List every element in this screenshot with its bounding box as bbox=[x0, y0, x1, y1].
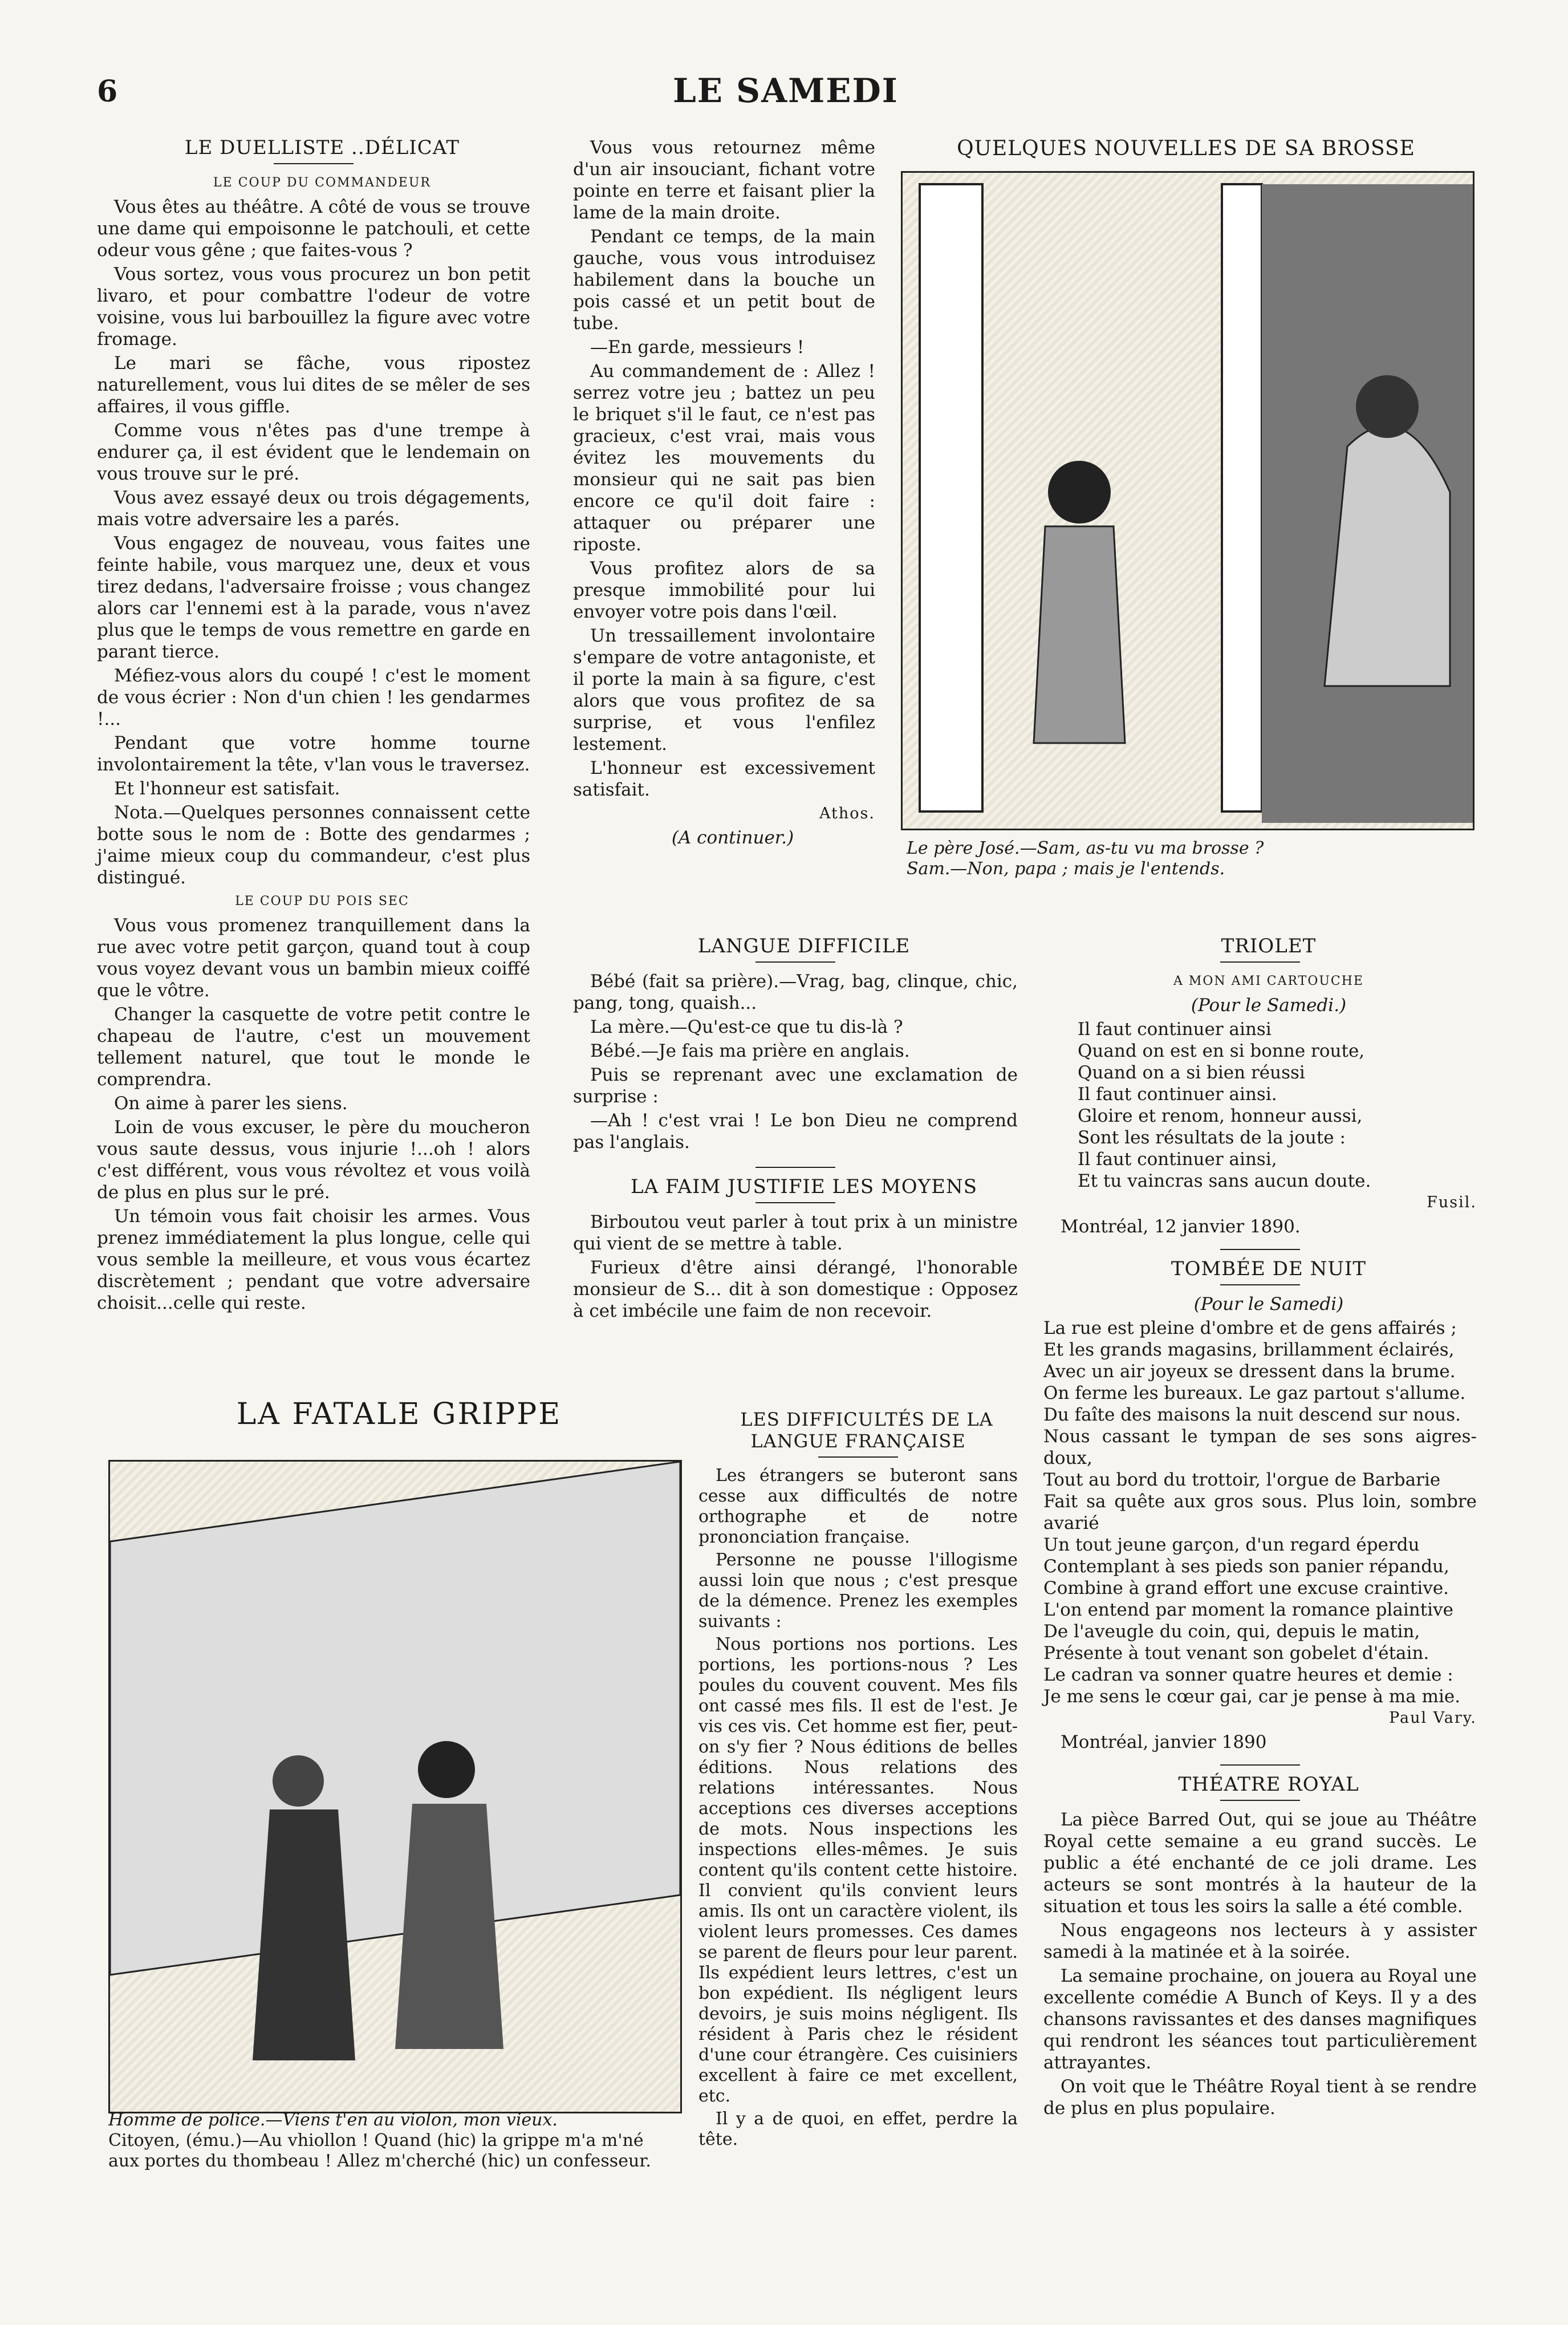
paragraph: Comme vous n'êtes pas d'une trempe à endurer ça, il est évident que le lendemain on vous trouve sur le pré. bbox=[97, 420, 530, 484]
dateline: Montréal, 12 janvier 1890. bbox=[1061, 1216, 1301, 1237]
poem-line: La rue est pleine d'ombre et de gens affairés ; bbox=[1043, 1318, 1457, 1338]
paragraph: Le mari se fâche, vous ripostez naturellement, vous lui dites de se mêler de ses affaires, il vous giffle. bbox=[97, 353, 530, 417]
poem-line: On ferme les bureaux. Le gaz partout s'allume. bbox=[1043, 1383, 1466, 1403]
paragraph: Furieux d'être ainsi dérangé, l'honorable monsieur de S... dit à son domestique : Opposez à cet imbécile une faim de non recevoir. bbox=[573, 1257, 1018, 1321]
poem-line: Et tu vaincras sans aucun doute. bbox=[1078, 1171, 1371, 1191]
masthead: LE SAMEDI bbox=[673, 71, 899, 110]
paragraph: On aime à parer les siens. bbox=[114, 1093, 348, 1114]
brosse-caption bbox=[907, 838, 1477, 879]
paragraph: Vous sortez, vous vous procurez un bon petit livaro, et pour combattre l'odeur de votre voisine, vous lui barbouillez la figure avec votre fromage. bbox=[97, 264, 530, 350]
paragraph: Personne ne pousse l'illogisme aussi loin que nous ; c'est presque de la démence. Prenez les exemples suivants : bbox=[698, 1550, 1018, 1632]
poem-line: Du faîte des maisons la nuit descend sur nous. bbox=[1043, 1405, 1461, 1425]
article-title: LANGUE DIFFICILE bbox=[697, 935, 911, 957]
article-duelliste bbox=[97, 137, 530, 1316]
poem-line: Quand on a si bien réussi bbox=[1078, 1062, 1305, 1083]
paragraph: La semaine prochaine, on jouera au Royal une excellente comédie A Bunch of Keys. Il y a des chansons ravissantes et des danses magnifiques qui rendront les séances tout particulièrement attrayantes. bbox=[1043, 1966, 1477, 2073]
paragraph: La mère.—Qu'est-ce que tu dis-là ? bbox=[590, 1017, 903, 1037]
brosse-drawing bbox=[903, 173, 1473, 829]
paragraph: Changer la casquette de votre petit contre le chapeau de l'autre, c'est un mouvement tellement naturel, que tout le monde le comprendra. bbox=[97, 1004, 530, 1090]
paragraph: Vous vous promenez tranquillement dans la rue avec votre petit garçon, quand tout à coup vous voyez devant vous un bambin mieux coiffé que le vôtre. bbox=[97, 915, 530, 1001]
poem-line: Nous cassant le tympan de ses sons aigres-doux, bbox=[1043, 1426, 1477, 1468]
paragraph: L'honneur est excessivement satisfait. bbox=[573, 758, 875, 800]
divider bbox=[755, 1202, 835, 1203]
divider bbox=[818, 1456, 898, 1458]
poem-line: Gloire et renom, honneur aussi, bbox=[1078, 1106, 1363, 1126]
caption-line: Sam.—Non, papa ; mais je l'entends. bbox=[907, 859, 1225, 879]
divider bbox=[1220, 1800, 1300, 1801]
poem-line: L'on entend par moment la romance plaintive bbox=[1043, 1600, 1453, 1620]
divider bbox=[1220, 961, 1300, 963]
paragraph: Et l'honneur est satisfait. bbox=[114, 778, 340, 799]
paragraph: Nous portions nos portions. Les portions, les portions-nous ? Les poules du couvent couvent. Mes fils ont cassé mes fils. Il est de l'est. Je vis ces vis. Cet homme est fier, peut-on s'y fier ? Nous éditions de belles éditions. Nous relations des relations intéressantes. Nous acceptions ces diverses acceptions de mots. Nous inspections les inspections elles-mêmes. Je suis content qu'ils content cette histoire. Il convient qu'ils convient leurs amis. Ils ont un caractère violent, ils violent leurs promesses. Ces dames se parent de fleurs pour leur parent. Ils expédient leurs lettres, c'est un bon expédient. Ils négligent leurs devoirs, je suis moins négligent. Ils résident à Paris chez le résident d'une cour étrangère. Ces cuisiniers excellent à faire ce met excellent, etc. bbox=[698, 1634, 1018, 2106]
dedication-note: (Pour le Samedi.) bbox=[1191, 995, 1347, 1016]
page-number: 6 bbox=[97, 74, 118, 109]
poem-line: Et les grands magasins, brillamment éclairés, bbox=[1043, 1340, 1455, 1360]
paragraph: Vous êtes au théâtre. A côté de vous se trouve une dame qui empoisonne le patchouli, et cette odeur vous gêne ; que faites-vous ? bbox=[97, 197, 530, 261]
poem-line: Un tout jeune garçon, d'un regard éperdu bbox=[1043, 1535, 1420, 1555]
poem-line: Quand on est en si bonne route, bbox=[1078, 1041, 1365, 1061]
paragraph: Bébé (fait sa prière).—Vrag, bag, clinque, chic, pang, tong, quaish... bbox=[573, 971, 1018, 1013]
paragraph: Vous profitez alors de sa presque immobilité pour lui envoyer votre pois dans l'œil. bbox=[573, 558, 875, 622]
poem-line: Présente à tout venant son gobelet d'étain. bbox=[1043, 1643, 1429, 1663]
grippe-caption bbox=[108, 2110, 679, 2172]
grippe-illustration bbox=[108, 1460, 682, 2113]
brosse-illustration bbox=[901, 171, 1474, 830]
poem-line: Tout au bord du trottoir, l'orgue de Barbarie bbox=[1043, 1470, 1441, 1490]
signature: Paul Vary. bbox=[1389, 1709, 1477, 1727]
poem-line: Fait sa quête aux gros sous. Plus loin, sombre avarié bbox=[1043, 1491, 1477, 1533]
grippe-drawing bbox=[110, 1462, 680, 2112]
paragraph: Un tressaillement involontaire s'empare de votre antagoniste, et il porte la main à sa figure, c'est alors que vous profitez de sa surprise, et vous l'enfilez lestement. bbox=[573, 626, 875, 754]
paragraph: Loin de vous excuser, le père du moucheron vous saute dessus, vous injurie !...oh ! alors c'est différent, vous vous révoltez et vous voilà de plus en plus sur le pré. bbox=[97, 1117, 530, 1203]
paragraph: Nota.—Quelques personnes connaissent cette botte sous le nom de : Botte des gendarmes ; j'aime mieux coup du commandeur, c'est plus distingué. bbox=[97, 802, 530, 888]
signature: Athos. bbox=[819, 805, 875, 822]
paragraph: La pièce Barred Out, qui se joue au Théâtre Royal cette semaine a eu grand succès. Le public a été enchanté de ce joli drame. Les acteurs se sont montrés à la hauteur de la situation et tous les soirs la salle a été comble. bbox=[1043, 1809, 1477, 1917]
paragraph: Il y a de quoi, en effet, perdre la tête. bbox=[698, 2109, 1018, 2149]
dedication: A MON AMI CARTOUCHE bbox=[1173, 974, 1364, 988]
paragraph: On voit que le Théâtre Royal tient à se rendre de plus en plus populaire. bbox=[1043, 2076, 1477, 2119]
poem-line: Contemplant à ses pieds son panier répandu, bbox=[1043, 1556, 1449, 1577]
triolet-poem bbox=[1043, 1019, 1477, 1192]
dateline: Montréal, janvier 1890 bbox=[1061, 1732, 1267, 1752]
paragraph: Pendant que votre homme tourne involontairement la tête, v'lan vous le traversez. bbox=[97, 733, 530, 775]
poem-line: Le cadran va sonner quatre heures et demie : bbox=[1043, 1665, 1453, 1685]
divider bbox=[274, 163, 354, 164]
caption-line: Citoyen, (ému.)—Au vhiollon ! Quand (hic) la grippe m'a m'né aux portes du thombeau ! Allez m'cherché (hic) un confesseur. bbox=[108, 2131, 651, 2171]
article-langue bbox=[573, 935, 1018, 1324]
paragraph: Bébé.—Je fais ma prière en anglais. bbox=[590, 1041, 910, 1061]
article-title: LES DIFFICULTÉS DE LA LANGUE FRANÇAISE bbox=[740, 1409, 993, 1452]
article-title: TRIOLET bbox=[1221, 935, 1317, 957]
poem-line: Avec un air joyeux se dressent dans la brume. bbox=[1043, 1361, 1456, 1382]
caption-line: Le père José.—Sam, as-tu vu ma brosse ? bbox=[907, 838, 1264, 858]
paragraph: Nous engageons nos lecteurs à y assister samedi à la matinée et à la soirée. bbox=[1043, 1920, 1477, 1962]
nuit-poem bbox=[1043, 1317, 1477, 1707]
article-difficultes bbox=[698, 1409, 1018, 2152]
poem-line: Il faut continuer ainsi, bbox=[1078, 1149, 1277, 1170]
paragraph: Un témoin vous fait choisir les armes. Vous prenez immédiatement la plus longue, celle qui vous semble la meilleure, et vous vous écartez discrètement ; pendant que votre adversaire choisit...celle qui reste. bbox=[97, 1206, 530, 1313]
paragraph: Birboutou veut parler à tout prix à un ministre qui vient de se mettre à table. bbox=[573, 1212, 1018, 1254]
paragraph: —En garde, messieurs ! bbox=[590, 337, 805, 358]
section-subtitle: LE COUP DU COMMANDEUR bbox=[213, 176, 431, 190]
divider bbox=[755, 1167, 835, 1168]
poem-line: Sont les résultats de la joute : bbox=[1078, 1127, 1346, 1148]
poem-line: De l'aveugle du coin, qui, depuis le matin, bbox=[1043, 1621, 1420, 1642]
signature: Fusil. bbox=[1427, 1194, 1477, 1211]
paragraph: —Ah ! c'est vrai ! Le bon Dieu ne comprend pas l'anglais. bbox=[573, 1110, 1018, 1153]
article-duelliste-continued bbox=[573, 137, 875, 851]
article-title: LA FAIM JUSTIFIE LES MOYENS bbox=[630, 1175, 977, 1198]
paragraph: Vous engagez de nouveau, vous faites une feinte habile, vous marquez une, deux et vous tirez dedans, l'adversaire froisse ; vous changez alors car l'ennemi est à la parade, vous n'avez plus que le temps de vous remettre en garde en parant tierce. bbox=[97, 533, 530, 662]
divider bbox=[1220, 1764, 1300, 1766]
caption-line: Homme de police.—Viens t'en au violon, mon vieux. bbox=[108, 2110, 558, 2130]
divider bbox=[755, 961, 835, 963]
paragraph: Vous avez essayé deux ou trois dégagements, mais votre adversaire les a parés. bbox=[97, 488, 530, 530]
article-title: LE DUELLISTE ..DÉLICAT bbox=[184, 136, 460, 159]
paragraph: Vous vous retournez même d'un air insouciant, fichant votre pointe en terre et faisant plier la lame de la main droite. bbox=[573, 137, 875, 223]
paragraph: Au commandement de : Allez ! serrez votre jeu ; battez un peu le briquet s'il le faut, ce n'est pas gracieux, c'est vrai, mais vous évitez les mouvements du monsieur qui ne sait pas bien encore ce qu'il doit faire : attaquer ou préparer une riposte. bbox=[573, 361, 875, 555]
article-title: TOMBÉE DE NUIT bbox=[1171, 1257, 1367, 1280]
grippe-title: LA FATALE GRIPPE bbox=[236, 1397, 562, 1431]
poem-line: Il faut continuer ainsi bbox=[1078, 1019, 1272, 1040]
brosse-title: QUELQUES NOUVELLES DE SA BROSSE bbox=[957, 137, 1415, 160]
paragraph: Puis se reprenant avec une exclamation de surprise : bbox=[573, 1065, 1018, 1107]
poem-line: Combine à grand effort une excuse craintive. bbox=[1043, 1578, 1449, 1598]
continuation-note: (A continuer.) bbox=[671, 827, 794, 848]
poem-line: Je me sens le cœur gai, car je pense à ma mie. bbox=[1043, 1686, 1461, 1707]
paragraph: Les étrangers se buteront sans cesse aux difficultés de notre orthographe et de notre prononciation française. bbox=[698, 1466, 1018, 1547]
poem-line: Il faut continuer ainsi. bbox=[1078, 1084, 1277, 1105]
dedication-note: (Pour le Samedi) bbox=[1193, 1294, 1344, 1314]
article-title: THÉATRE ROYAL bbox=[1178, 1773, 1359, 1796]
paragraph: Méfiez-vous alors du coupé ! c'est le moment de vous écrier : Non d'un chien ! les gendarmes !... bbox=[97, 666, 530, 729]
section-subtitle: LE COUP DU POIS SEC bbox=[235, 894, 409, 908]
article-triolet bbox=[1043, 935, 1477, 2121]
divider bbox=[1220, 1249, 1300, 1250]
divider bbox=[1220, 1284, 1300, 1285]
paragraph: Pendant ce temps, de la main gauche, vous vous introduisez habilement dans la bouche un pois cassé et un petit bout de tube. bbox=[573, 226, 875, 334]
